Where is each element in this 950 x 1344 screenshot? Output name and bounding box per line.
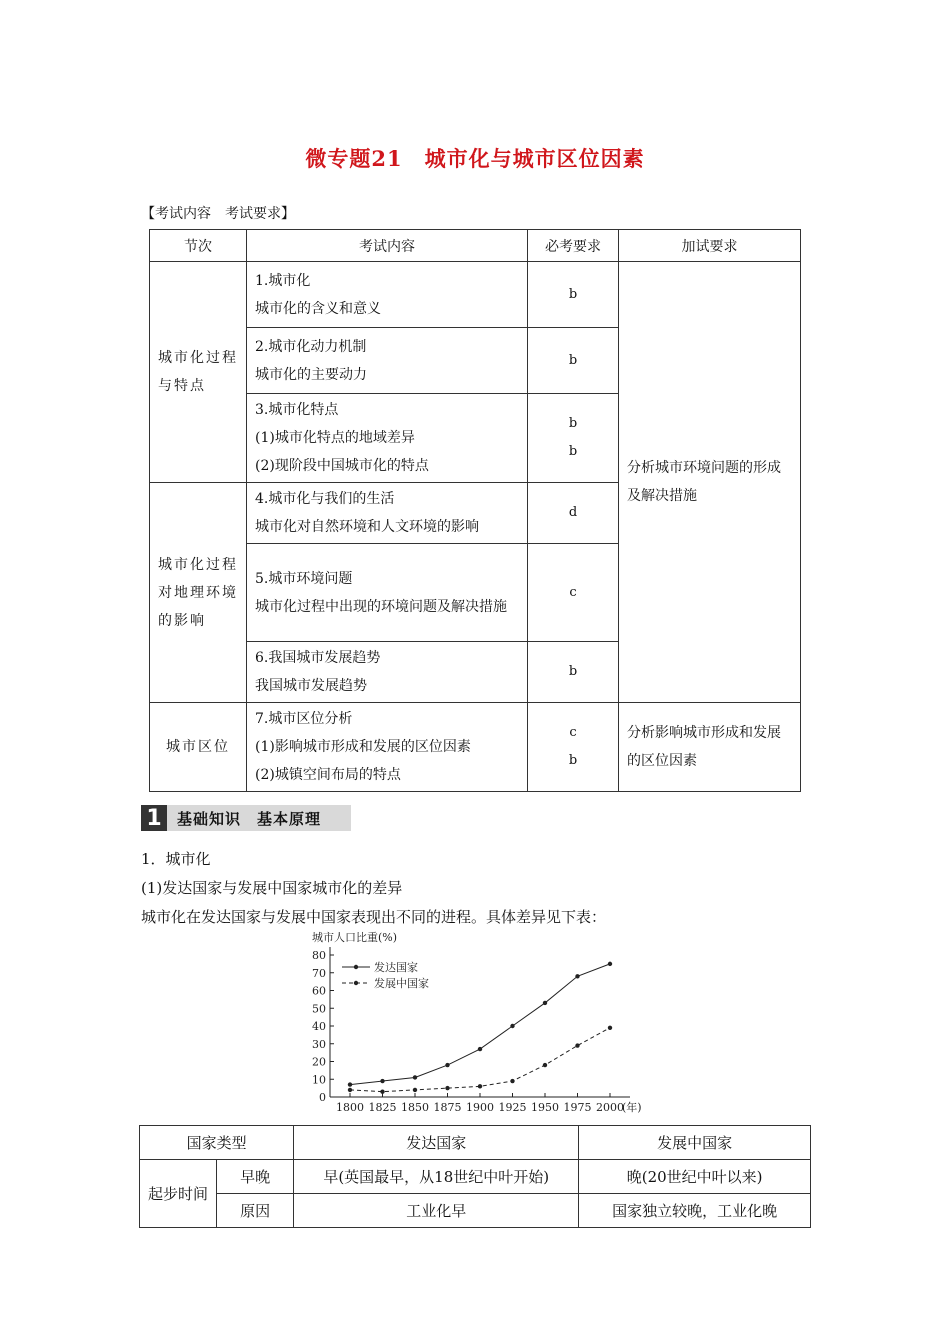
- content-title: 3.城市化特点: [255, 402, 339, 418]
- content-title: 6.我国城市发展趋势: [255, 650, 381, 666]
- content-title: 4.城市化与我们的生活: [255, 491, 395, 507]
- compare-cell: 晚(20世纪中叶以来): [579, 1160, 811, 1194]
- header-section: 节次: [150, 230, 247, 262]
- content-line: (1)影响城市形成和发展的区位因素: [255, 739, 471, 755]
- header-content: 考试内容: [247, 230, 528, 262]
- x-tick-label: 1925: [498, 1101, 527, 1114]
- header-required: 必考要求: [528, 230, 619, 262]
- content-line: 城市化对自然环境和人文环境的影响: [255, 519, 479, 535]
- data-point: [608, 1026, 612, 1030]
- x-tick-label: 1800: [336, 1101, 364, 1114]
- compare-header: 发达国家: [294, 1126, 579, 1160]
- series-line: [350, 1028, 610, 1092]
- content-cell: [247, 642, 528, 703]
- y-tick-label: 30: [312, 1037, 326, 1051]
- level-value: c: [569, 725, 577, 740]
- data-point: [380, 1079, 384, 1083]
- content-cell: [247, 483, 528, 544]
- legend-label: 发展中国家: [374, 977, 429, 990]
- content-title: 2.城市化动力机制: [255, 338, 367, 355]
- legend-marker: [354, 965, 358, 969]
- content-cell: [247, 262, 528, 328]
- data-point: [380, 1089, 384, 1093]
- level-value: b: [568, 444, 578, 459]
- content-title: 1.城市化: [255, 272, 311, 289]
- y-tick-label: 50: [312, 1002, 326, 1016]
- section-label: 基础知识 基本原理: [177, 809, 322, 828]
- x-tick-label: 1825: [368, 1101, 397, 1114]
- content-cell: [247, 394, 528, 483]
- level-value: b: [568, 416, 578, 431]
- data-point: [608, 962, 612, 966]
- x-tick-label: 1950: [531, 1101, 559, 1114]
- data-point: [348, 1088, 352, 1092]
- compare-group: 起步时间: [140, 1160, 217, 1228]
- data-point: [510, 1079, 514, 1083]
- section-number: 1: [141, 805, 167, 831]
- content-line: 城市化过程中出现的环境问题及解决措施: [255, 598, 507, 615]
- content-line: 城市化的主要动力: [255, 366, 367, 383]
- data-point: [575, 1043, 579, 1047]
- legend-label: 发达国家: [374, 961, 418, 974]
- content-cell: [247, 328, 528, 394]
- compare-cell: 国家独立较晚，工业化晚: [579, 1194, 811, 1228]
- compare-row-label: 原因: [217, 1194, 294, 1228]
- data-point: [478, 1047, 482, 1051]
- data-point: [413, 1088, 417, 1092]
- y-tick-label: 80: [312, 949, 326, 962]
- data-point: [445, 1063, 449, 1067]
- level-cell: b: [528, 642, 619, 703]
- content-title: 5.城市环境问题: [255, 570, 353, 587]
- requirements-heading: 【考试内容 考试要求】: [141, 206, 295, 222]
- y-tick-label: 0: [319, 1091, 326, 1104]
- content-line: 我国城市发展趋势: [255, 678, 367, 694]
- x-tick-label: 1850: [401, 1101, 429, 1114]
- data-point: [510, 1024, 514, 1028]
- page-title: 微专题21 城市化与城市区位因素: [305, 146, 645, 171]
- level-cell: c: [528, 544, 619, 642]
- data-point: [478, 1084, 482, 1088]
- compare-header: 国家类型: [140, 1126, 294, 1160]
- exam-requirements-table: [149, 229, 801, 792]
- y-tick-label: 40: [312, 1020, 326, 1033]
- content-line: 城市化的含义和意义: [255, 300, 381, 317]
- compare-row-label: 早晚: [217, 1160, 294, 1194]
- extra-cell: 分析影响城市形成和发展的区位因素: [619, 703, 801, 792]
- data-point: [543, 1001, 547, 1005]
- header-extra: 加试要求: [619, 230, 801, 262]
- paragraph: 1．城市化: [141, 850, 211, 868]
- section-cell: 城市化过程对地理环境的影响: [150, 483, 247, 703]
- data-point: [348, 1082, 352, 1086]
- x-tick-label: 1900: [466, 1101, 494, 1114]
- data-point: [575, 974, 579, 978]
- content-cell: [247, 544, 528, 642]
- level-value: b: [568, 753, 578, 768]
- compare-header: 发展中国家: [579, 1126, 811, 1160]
- y-axis-label: 城市人口比重(%): [312, 931, 398, 944]
- compare-cell: 工业化早: [294, 1194, 579, 1228]
- level-cell: [528, 394, 619, 483]
- content-line: (2)城镇空间布局的特点: [255, 767, 401, 783]
- section-cell: 城市区位: [150, 703, 247, 792]
- data-point: [543, 1063, 547, 1067]
- y-tick-label: 60: [312, 984, 326, 998]
- level-cell: b: [528, 262, 619, 328]
- content-title: 7.城市区位分析: [255, 711, 353, 727]
- level-cell: [528, 703, 619, 792]
- x-tick-label: 1975: [563, 1101, 592, 1114]
- section-banner: [141, 805, 351, 831]
- content-line: (1)城市化特点的地域差异: [255, 430, 415, 446]
- data-point: [413, 1075, 417, 1079]
- section-cell: 城市化过程与特点: [150, 262, 247, 483]
- paragraph: 城市化在发达国家与发展中国家表现出不同的进程。具体差异见下表：: [141, 908, 607, 926]
- x-tick-label: 1875: [433, 1101, 462, 1114]
- content-line: (2)现阶段中国城市化的特点: [255, 458, 429, 474]
- y-tick-label: 70: [312, 966, 326, 980]
- level-cell: b: [528, 328, 619, 394]
- data-point: [445, 1086, 449, 1090]
- paragraph: (1)发达国家与发展中国家城市化的差异: [141, 879, 403, 897]
- x-axis-label: (年): [622, 1101, 642, 1114]
- comparison-table: [139, 1125, 811, 1228]
- level-cell: d: [528, 483, 619, 544]
- y-tick-label: 10: [312, 1073, 326, 1087]
- compare-cell: 早(英国最早，从18世纪中叶开始): [294, 1160, 579, 1194]
- y-tick-label: 20: [312, 1055, 326, 1069]
- legend-marker: [354, 981, 358, 985]
- x-tick-label: 2000: [596, 1101, 624, 1114]
- urbanization-line-chart: [305, 930, 650, 1120]
- content-cell: [247, 703, 528, 792]
- extra-cell: 分析城市环境问题的形成及解决措施: [619, 262, 801, 703]
